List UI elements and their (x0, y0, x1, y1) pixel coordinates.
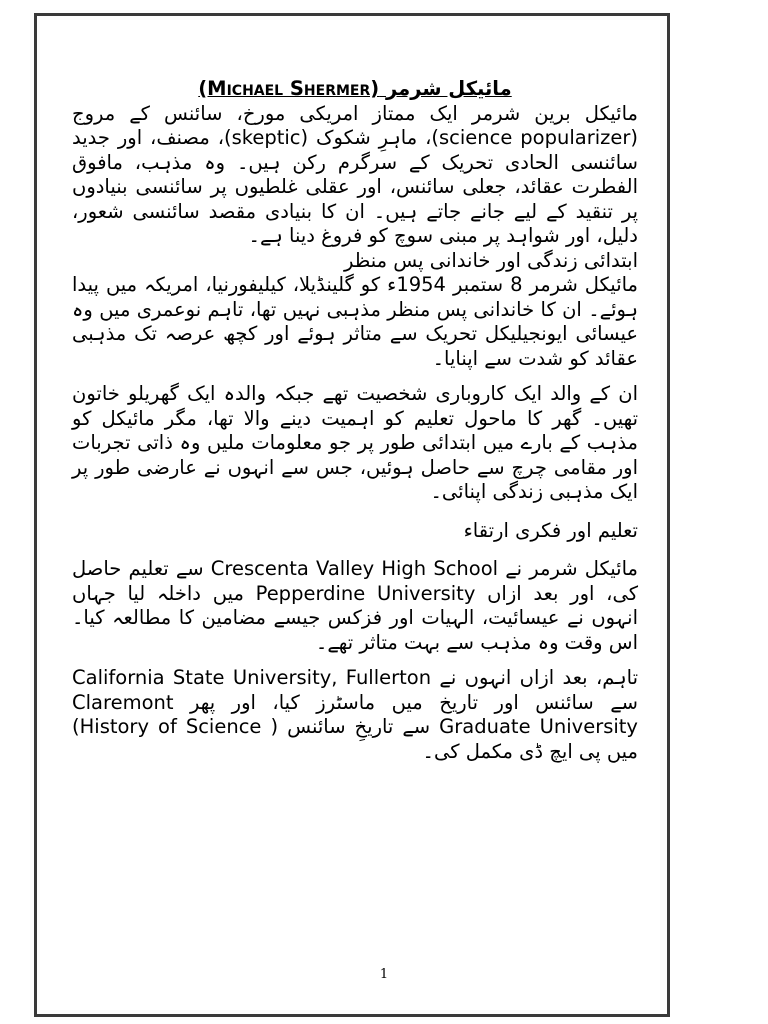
title-english: (Michael Shermer) (198, 77, 380, 100)
education-paragraph-1: مائیکل شرمر نے Crescenta Valley High School سے تعلیم حاصل کی، اور بعد ازاں Pepperdine University میں داخلہ لیا جہاں انہوں نے عیسائیت، الہیات اور فزکس جیسے مضامین کا مطالعہ کیا۔ اس وقت وہ مذہب سے بہت متاثر تھے۔ (72, 557, 638, 654)
early-life-paragraph-1: مائیکل شرمر 8 ستمبر 1954ء کو گلینڈیلا، کیلیفورنیا، امریکہ میں پیدا ہوئے۔ ان کا خاندانی پس منظر مذہبی نہیں تھا، تاہم نوعمری میں وہ عیسائی ایونجیلیکل تحریک سے متاثر ہوئے اور کچھ عرصہ تک مذہبی عقائد کو شدت سے اپنایا۔ (72, 273, 639, 370)
early-life-paragraph-2: ان کے والد ایک کاروباری شخصیت تھے جبکہ والدہ ایک گھریلو خاتون تھیں۔ گھر کا ماحول تعلیم کو اہمیت دینے والا تھا، مگر مائیکل کو مذہب کے بارے میں ابتدائی طور پر جو معلومات ملیں وہ ذاتی تجربات اور مقامی چرچ سے حاصل ہوئیں، جس سے انہوں نے عارضی طور پر ایک مذہبی زندگی اپنائی۔ (72, 382, 638, 503)
document-body (72, 77, 638, 764)
heading-early-life: ابتدائی زندگی اور خاندانی پس منظر (343, 248, 638, 272)
heading-education: تعلیم اور فکری ارتقاء (463, 518, 638, 542)
education-paragraph-2: تاہم، بعد ازاں انہوں نے California State University, Fullerton سے سائنس اور تاریخ میں ماسٹرز کیا، اور پھر Claremont Graduate University سے تاریخِ سائنس ( History of Science) میں پی ایچ ڈی مکمل کی۔ (72, 666, 639, 763)
document-title (72, 77, 638, 102)
page-number: 1 (379, 967, 389, 982)
title-urdu: مائیکل شرمر (385, 77, 512, 100)
intro-paragraph: مائیکل برین شرمر ایک ممتاز امریکی مورخ، سائنس کے مروج (science popularizer)، ماہرِ شکوک (skeptic)، مصنف، اور جدید سائنسی الحادی تحریک کے سرگرم رکن ہیں۔ وہ مذہب، مافوق الفطرت عقائد، جعلی سائنس، اور عقلی غلطیوں پر سائنسی بنیادوں پر تنقید کے لیے جانے جاتے ہیں۔ ان کا بنیادی مقصد سائنسی شعور، دلیل، اور شواہد پر مبنی سوچ کو فروغ دینا ہے۔ (72, 101, 639, 247)
